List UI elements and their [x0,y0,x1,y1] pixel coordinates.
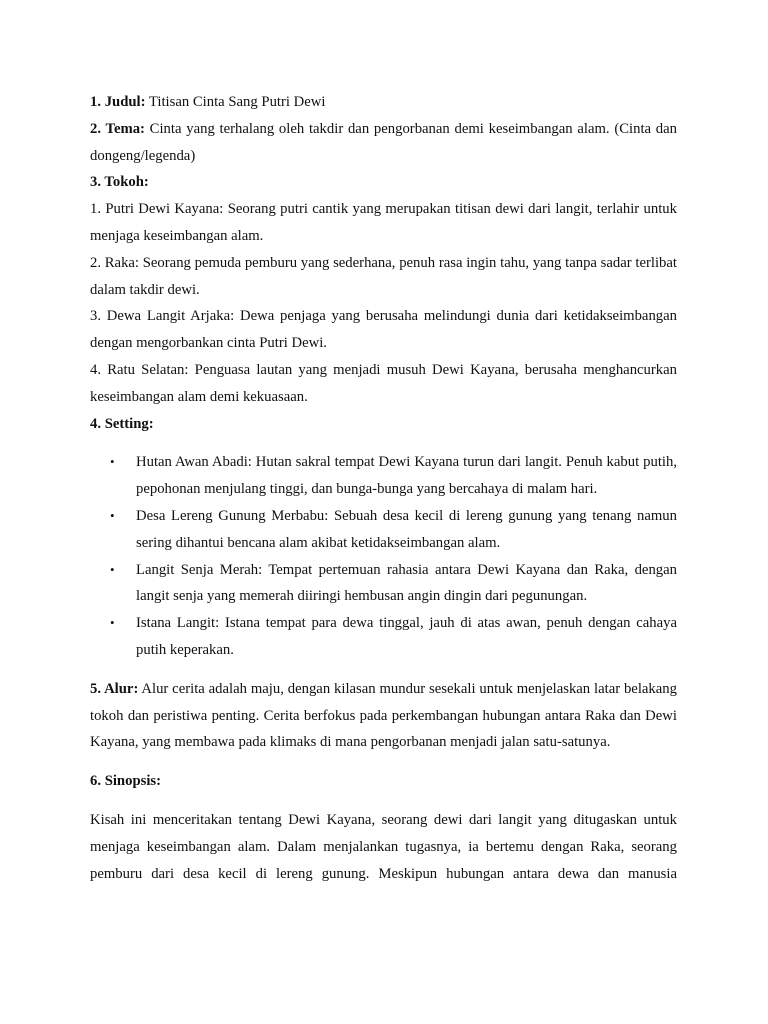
tokoh-item: 1. Putri Dewi Kayana: Seorang putri cantik yang merupakan titisan dewi dari langit, terlahir untuk menjaga keseimbangan alam. [90,201,677,244]
judul-text: Titisan Cinta Sang Putri Dewi [145,94,326,110]
setting-list [90,449,677,663]
setting-list-item [90,503,677,557]
bullet-icon: • [110,454,115,470]
tema-paragraph [90,116,677,170]
tokoh-heading [90,169,677,196]
judul-label: 1. Judul: [90,94,146,110]
setting-list-item [90,449,677,503]
document-page [90,89,677,887]
setting-heading [90,411,677,438]
tokoh-label: 3. Tokoh: [90,174,149,191]
setting-list-item [90,610,677,664]
bullet-icon: • [110,507,115,523]
setting-label: 4. Setting: [90,415,154,432]
tema-label: 2. Tema: [90,120,145,137]
bullet-icon: • [110,615,115,631]
alur-paragraph [90,676,677,756]
tokoh-item: 2. Raka: Seorang pemuda pemburu yang sederhana, penuh rasa ingin tahu, yang tanpa sadar terlibat dalam takdir dewi. [90,254,677,298]
sinopsis-label: 6. Sinopsis: [90,773,162,790]
tema-text: Cinta yang terhalang oleh takdir dan pengorbanan demi keseimbangan alam. (Cinta dan dongeng/legenda) [90,120,678,164]
tokoh-item: 4. Ratu Selatan: Penguasa lautan yang menjadi musuh Dewi Kayana, berusaha menghancurkan keseimbangan alam demi kekuasaan. [90,361,677,405]
sinopsis-heading [90,768,677,795]
sinopsis-paragraph: Kisah ini menceritakan tentang Dewi Kayana, seorang dewi dari langit yang ditugaskan untuk menjaga keseimbangan alam. Dalam menjalankan tugasnya, ia bertemu dengan Raka, seorang pemburu dari desa kecil di lereng gunung. Meskipun hubungan antara dewa dan manusia [90,811,677,882]
tokoh-item: 3. Dewa Langit Arjaka: Dewa penjaga yang berusaha melindungi dunia dari ketidakseimbangan dengan mengorbankan cinta Putri Dewi. [90,308,677,352]
alur-label: 5. Alur: [90,680,139,697]
alur-text: Alur cerita adalah maju, dengan kilasan mundur sesekali untuk menjelaskan latar belakang tokoh dan peristiwa penting. Cerita berfokus pada perkembangan hubungan antara Raka dan Dewi Kayana, yang membawa pada klimaks di mana pengorbanan menjadi jalan satu-satunya. [90,680,677,751]
bullet-icon: • [110,561,115,577]
setting-item-text: Istana Langit: Istana tempat para dewa tinggal, jauh di atas awan, penuh dengan cahaya putih keperakan. [136,615,677,658]
setting-list-item [90,557,677,611]
judul-line [90,89,677,116]
setting-item-text: Hutan Awan Abadi: Hutan sakral tempat Dewi Kayana turun dari langit. Penuh kabut putih, pepohonan menjulang tinggi, dan bunga-bunga yang bercahaya di malam hari. [136,454,677,498]
setting-item-text: Desa Lereng Gunung Merbabu: Sebuah desa kecil di lereng gunung yang tenang namun sering dihantui bencana alam akibat ketidakseimbangan alam. [136,507,677,551]
setting-item-text: Langit Senja Merah: Tempat pertemuan rahasia antara Dewi Kayana dan Raka, dengan langit senja yang memerah diiringi hembusan angin dingin dari pegunungan. [136,561,677,605]
